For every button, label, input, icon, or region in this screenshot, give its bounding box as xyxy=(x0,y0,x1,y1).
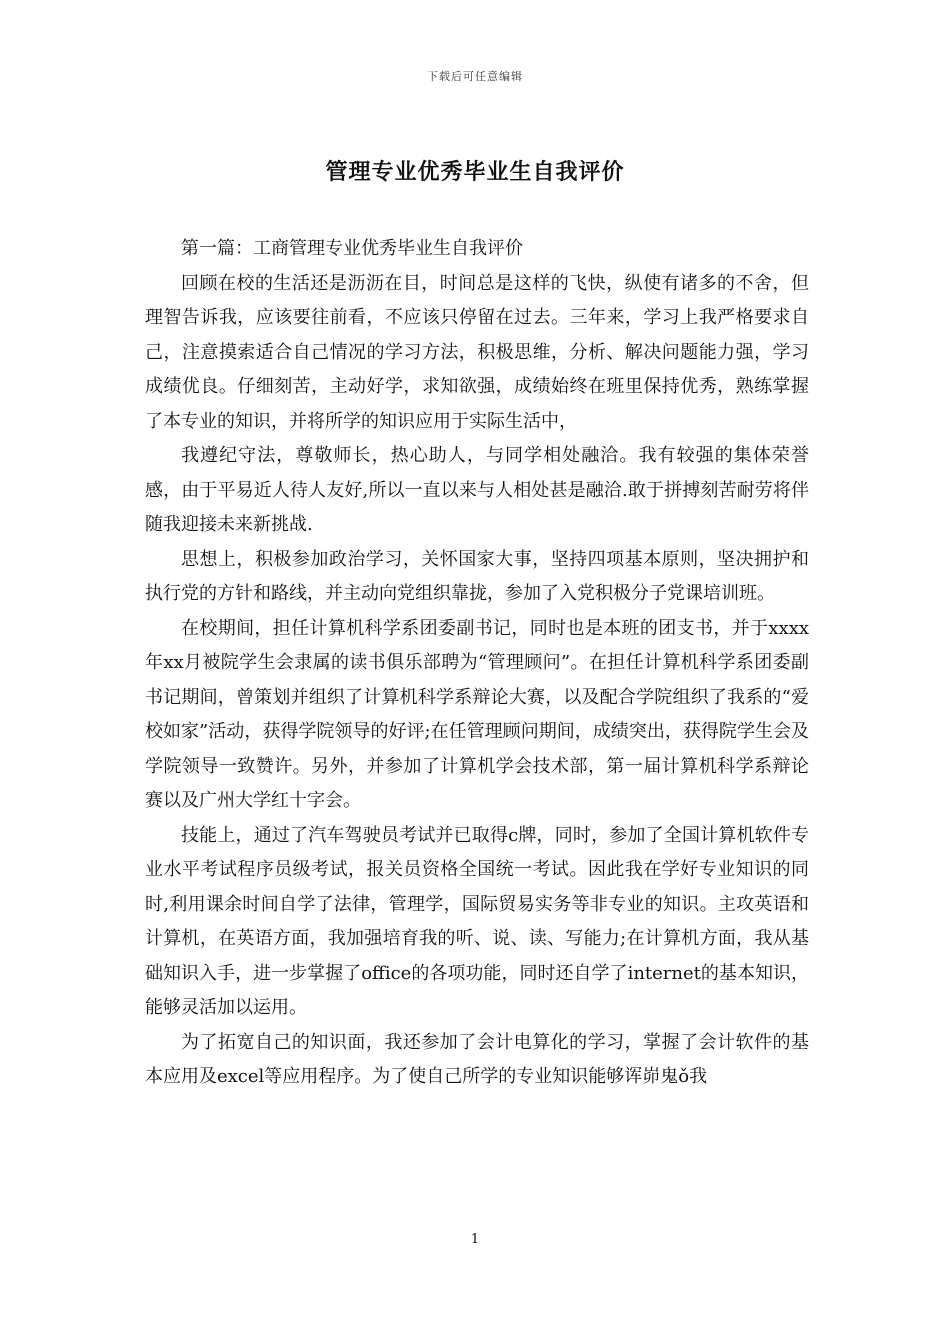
document-title: 管理专业优秀毕业生自我评价 xyxy=(325,160,625,185)
paragraph-review: 回顾在校的生活还是沥沥在目，时间总是这样的飞快，纵使有诸多的不舍，但理智告诉我，应该要往前看，不应该只停留在过去。三年来，学习上我严格要求自己，注意摸索适合自己情况的学习方法，积极思维，分析、解决问题能力强，学习成绩优良。仔细刻苦，主动好学，求知欲强，成绩始终在班里保持优秀，熟练掌握了本专业的知识，并将所学的知识应用于实际生活中， xyxy=(145,272,809,432)
document-body xyxy=(145,232,809,1095)
paragraph-section-heading: 第一篇：工商管理专业优秀毕业生自我评价 xyxy=(181,238,523,259)
paragraph-conduct: 我遵纪守法，尊敬师长，热心助人，与同学相处融洽。我有较强的集体荣誉感，由于平易近人待人友好,所以一直以来与人相处甚是融洽.敢于拼搏刻苦耐劳将伴随我迎接未来新挑战. xyxy=(145,445,809,535)
header-note: 下载后可任意编辑 xyxy=(427,70,523,83)
paragraph-skills: 技能上，通过了汽车驾驶员考试并已取得c牌，同时，参加了全国计算机软件专业水平考试程序员级考试，报关员资格全国统一考试。因此我在学好专业知识的同时,利用课余时间自学了法律，管理学，国际贸易实务等非专业的知识。主攻英语和计算机，在英语方面，我加强培育我的听、说、读、写能力;在计算机方面，我从基础知识入手，进一步掌握了office的各项功能，同时还自学了internet的基本知识，能够灵活加以运用。 xyxy=(145,824,809,1018)
page-number: 1 xyxy=(470,1232,480,1247)
paragraph-ideology: 思想上，积极参加政治学习，关怀国家大事，坚持四项基本原则，坚决拥护和执行党的方针和路线，并主动向党组织靠拢，参加了入党积极分子党课培训班。 xyxy=(145,548,809,604)
paragraph-knowledge: 为了拓宽自己的知识面，我还参加了会计电算化的学习，掌握了会计软件的基本应用及excel等应用程序。为了使自己所学的专业知识能够诨峁鬼ǒ我 xyxy=(145,1031,809,1087)
paragraph-campus-roles: 在校期间，担任计算机科学系团委副书记，同时也是本班的团支书，并于xxxx年xx月被院学生会隶属的读书俱乐部聘为“管理顾问”。在担任计算机科学系团委副书记期间，曾策划并组织了计算机科学系辩论大赛，以及配合学院组织了我系的“爱校如家”活动，获得学院领导的好评;在任管理顾问期间，成绩突出，获得院学生会及学院领导一致赞许。另外，并参加了计算机学会技术部，第一届计算机科学系辩论赛以及广州大学红十字会。 xyxy=(145,617,809,811)
